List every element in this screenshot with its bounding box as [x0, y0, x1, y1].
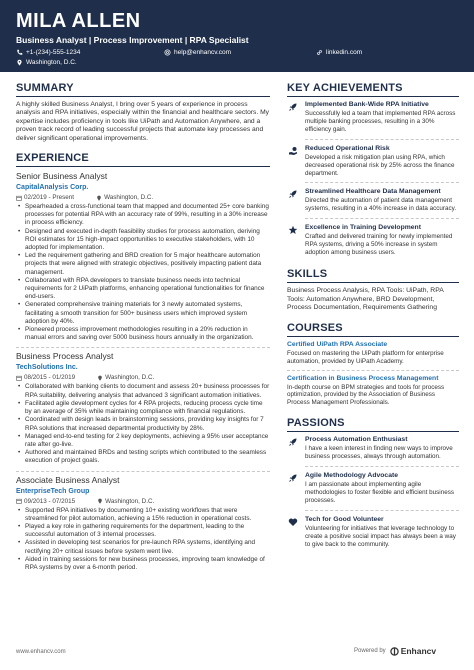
job-bullet: • Coordinated with design leads in brainstorming sessions, providing key insights for 7 RPA solutions that increased departmental productivity by 28%.	[16, 416, 270, 432]
linkedin-item[interactable]	[316, 49, 436, 56]
job-dates	[16, 194, 74, 201]
job-bullet: • Managed end-to-end testing for 2 key deployments, achieving a 95% user acceptance rate after go-live.	[16, 433, 270, 449]
star-icon	[288, 225, 298, 235]
candidate-name: MILA ALLEN	[16, 10, 141, 32]
skills-text: Business Process Analysis, RPA Tools: UiPath, RPA Tools: Automation Anywhere, BRD Development, Process Documentation, Requirements Gathering	[287, 286, 444, 312]
linkedin-text[interactable]: linkedin.com	[326, 49, 363, 56]
course-desc: In-depth course on BPM strategies and tools for process optimization, provided by the Association of Business Process Management Professionals.	[287, 383, 445, 407]
job-location	[97, 498, 154, 505]
job-bullet: • Collaborated with RPA developers to translate business needs into technical requirements for 2 UiPath platforms, enhancing operational functionalities for finance end-users.	[16, 277, 270, 302]
location-pin-icon	[16, 59, 23, 66]
achievement-divider	[305, 182, 459, 183]
job-bullet: • Collaborated with banking clients to document and assess 20+ business processes for RPA suitability, delivering analysis that advanced 3 significant automation initiatives.	[16, 383, 270, 399]
heart-icon	[288, 517, 298, 527]
job-dates	[16, 498, 75, 505]
course-item	[287, 341, 459, 366]
footer-website[interactable]: www.enhancv.com	[16, 649, 66, 655]
company-name: TechSolutions Inc.	[16, 364, 78, 372]
calendar-icon	[16, 375, 22, 381]
course-item	[287, 375, 459, 408]
phone-item	[16, 49, 164, 56]
job-bullet: • Led the requirement gathering and BRD creation for 5 major healthcare automation projects that were aligned with strategic objectives, positively impacting patient data management.	[16, 252, 270, 277]
enhancv-logo	[390, 646, 436, 656]
calendar-icon	[16, 498, 22, 504]
job-entry	[16, 475, 270, 573]
job-location	[96, 194, 153, 201]
passion-title: Agile Methodology Advocate	[305, 472, 399, 480]
link-icon	[316, 49, 323, 56]
job-dates-text: 09/2013 - 07/2015	[24, 497, 76, 505]
job-title: Business Process Analyst	[16, 351, 114, 362]
achievement-desc: Crafted and delivered training for newly implemented RPA systems, driving a 50% increase in system adoption among business users.	[305, 233, 453, 257]
job-bullet: • Assisted in developing test scenarios for pre-launch RPA systems, identifying and rectifying 20+ critical issues before system went live.	[16, 539, 270, 555]
location-pin-icon	[96, 195, 102, 201]
summary-text: A highly skilled Business Analyst, I bring over 5 years of experience in process analysis and RPA initiatives, especially within the financial and healthcare sectors. My expertise includes proficiency in tools like UiPath and Automation Anywhere, and a proven track record of leading successful projects that automate key processes and deliver significant operational improvements.	[16, 101, 270, 142]
location-pin-icon	[97, 498, 103, 504]
company-name: CapitalAnalysis Corp.	[16, 184, 89, 192]
at-icon	[164, 49, 171, 56]
job-entry	[16, 171, 270, 342]
job-dates-text: 02/2019 - Present	[24, 194, 75, 202]
achievement-divider	[305, 218, 459, 219]
achievement-item	[287, 145, 459, 178]
passion-desc: I am passionate about implementing agile methodologies to foster flexible and efficient business processes.	[305, 481, 455, 504]
job-bullet: • Spearheaded a cross-functional team that mapped and documented 25+ core banking processes for potential RPA with an accuracy rate of 99%, resulting in a 30% increase in process efficiency.	[16, 203, 270, 228]
rocket-icon	[288, 102, 298, 112]
job-title: Associate Business Analyst	[16, 474, 120, 485]
job-meta	[16, 498, 270, 505]
location-text: Washington, D.C.	[26, 59, 77, 66]
candidate-title: Business Analyst | Process Improvement | RPA Specialist	[16, 35, 249, 45]
passion-divider	[305, 466, 459, 467]
email-item[interactable]	[164, 49, 316, 56]
job-location-text: Washington, D.C.	[105, 374, 155, 382]
achievements-heading: KEY ACHIEVEMENTS	[287, 82, 459, 97]
achievement-title: Implemented Bank-Wide RPA Initiative	[305, 101, 429, 108]
passion-item	[287, 472, 459, 505]
rocket-icon	[288, 473, 298, 483]
achievement-title: Excellence in Training Development	[305, 224, 421, 232]
right-column	[287, 82, 459, 554]
achievement-item	[287, 224, 459, 257]
job-location	[97, 374, 154, 381]
enhancv-logo-icon	[390, 647, 399, 656]
footer-branding	[354, 646, 436, 656]
passion-item	[287, 516, 459, 549]
summary-heading: SUMMARY	[16, 82, 270, 97]
email-text[interactable]: help@enhancv.com	[174, 49, 232, 56]
job-location-text: Washington, D.C.	[105, 497, 155, 505]
achievement-item	[287, 188, 459, 213]
passion-title: Process Automation Enthusiast	[305, 436, 408, 444]
achievement-desc: Developed a risk mitigation plan using RPA, which decreased operational risk by 25% across the finance department.	[305, 153, 455, 177]
job-bullet: • Designed and executed in-depth feasibility studies for process automation, deriving ROI estimates for 15 high-impact opportunities to executive stakeholders, with 10 adopted for implementation.	[16, 228, 270, 253]
powered-by-label: Powered by	[354, 648, 386, 654]
job-dates	[16, 374, 75, 381]
phone-icon	[16, 49, 23, 56]
calendar-icon	[16, 195, 22, 201]
achievement-title: Streamlined Healthcare Data Management	[305, 188, 441, 196]
job-meta	[16, 194, 270, 201]
passions-heading: PASSIONS	[287, 417, 459, 432]
job-dates-text: 08/2015 - 01/2019	[24, 374, 76, 382]
rocket-icon	[288, 189, 298, 199]
passion-divider	[305, 510, 459, 511]
hand-coin-icon	[288, 146, 298, 156]
courses-heading: COURSES	[287, 322, 459, 337]
location-pin-icon	[97, 375, 103, 381]
skills-heading: SKILLS	[287, 268, 459, 283]
achievement-desc: Directed the automation of patient data management systems, resulting in a 40% increase in data accuracy.	[305, 197, 457, 213]
course-title: Certified UiPath RPA Associate	[287, 340, 388, 348]
course-desc: Focused on mastering the UiPath platform for enterprise automation, provided by UiPath Academy.	[287, 349, 444, 365]
passion-desc: Volunteering for initiatives that leverage technology to create a positive social impact has always been a way to give back to the community.	[305, 524, 456, 548]
job-bullet: • Aided in training sessions for new business processes, improving team knowledge of RPA systems by over a 6-month period.	[16, 556, 270, 572]
job-location-text: Washington, D.C.	[104, 194, 154, 202]
left-column	[16, 82, 270, 577]
job-divider	[16, 347, 270, 348]
rocket-icon	[288, 437, 298, 447]
job-bullet: • Pioneered process improvement methodologies resulting in a 20% reduction in manual errors and saving over 5000 business hours annually in the organization.	[16, 326, 270, 342]
achievement-item	[287, 101, 459, 134]
location-item	[16, 59, 458, 66]
job-divider	[16, 471, 270, 472]
job-bullets	[16, 507, 270, 573]
company-name: EnterpriseTech Group	[16, 487, 90, 495]
phone-text: +1-(234)-555-1234	[26, 49, 81, 56]
job-bullet: • Played a key role in gathering requirements for the department, leading to the successful automation of 3 internal processes.	[16, 523, 270, 539]
job-bullets	[16, 203, 270, 342]
job-bullet: • Generated comprehensive training materials for 3 newly automated systems, facilitating a smooth transition for 500+ business users which improved system adoption by 40%.	[16, 301, 270, 326]
job-entry	[16, 351, 270, 465]
job-bullet: • Supported RPA initiatives by documenting 10+ existing workflows that were streamlined for pilot automation, achieving a 15% reduction in operational costs.	[16, 507, 270, 523]
passion-desc: I have a keen interest in finding new ways to improve business processes, always through automation.	[305, 445, 453, 461]
course-divider	[287, 370, 459, 371]
job-bullet: • Facilitated agile development cycles for 4 RPA projects, reducing process cycle time by an average of 35% while maintaining compliance with financial regulations.	[16, 400, 270, 416]
passion-title: Tech for Good Volunteer	[305, 515, 384, 523]
job-title: Senior Business Analyst	[16, 171, 108, 182]
achievement-desc: Successfully led a team that implemented RPA across multiple banking processes, resulting in a 30% efficiency gain.	[305, 110, 456, 133]
experience-heading: EXPERIENCE	[16, 152, 270, 167]
job-bullet: • Authored and maintained BRDs and testing scripts which contributed to the seamless execution of project goals.	[16, 449, 270, 465]
resume-header	[0, 0, 474, 72]
course-title: Certification in Business Process Management	[287, 374, 439, 382]
passion-item	[287, 436, 459, 461]
brand-text: Enhancv	[400, 646, 437, 656]
job-meta	[16, 374, 270, 381]
contact-row	[16, 49, 458, 56]
achievement-title: Reduced Operational Risk	[305, 144, 390, 152]
achievement-divider	[305, 139, 459, 140]
job-bullets	[16, 383, 270, 465]
